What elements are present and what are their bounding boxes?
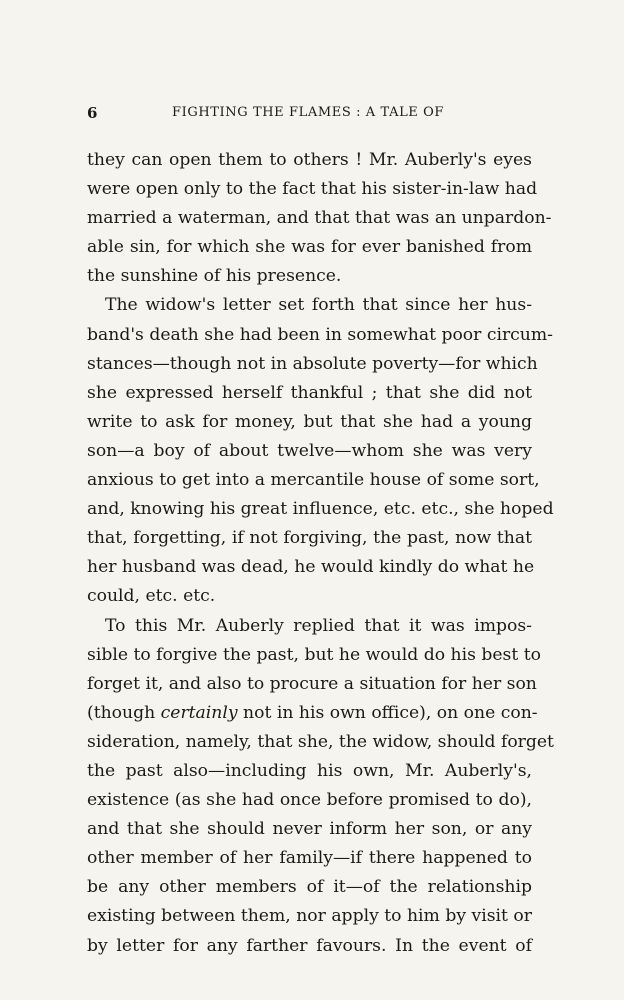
text-line: the past also—including his own, Mr. Auberly's, [87, 760, 532, 781]
text-line: and that she should never inform her son, or any [87, 819, 532, 840]
text-line: that, forgetting, if not forgiving, the past, now that [87, 528, 532, 549]
italic-word: certainly [160, 702, 238, 723]
running-head [87, 104, 527, 124]
text-line: anxious to get into a mercantile house of some sort, [87, 470, 540, 491]
text-line: were open only to the fact that his sister-in-law had [87, 179, 538, 200]
paragraph-first-line: To this Mr. Auberly replied that it was impos- [105, 615, 532, 636]
text-line: existence (as she had once before promised to do), [87, 790, 532, 811]
text-line [87, 699, 538, 728]
running-title: FIGHTING THE FLAMES : A TALE OF [172, 105, 444, 120]
text-line: could, etc. etc. [87, 586, 216, 607]
text-line: write to ask for money, but that she had a young [87, 411, 532, 432]
text-line: they can open them to others ! Mr. Auberly's eyes [87, 150, 532, 170]
text-line: son—a boy of about twelve—whom she was very [87, 440, 532, 461]
text-line: existing between them, nor apply to him by visit or [87, 906, 532, 927]
text-line: sideration, namely, that she, the widow, should forget [87, 731, 554, 752]
text-line: band's death she had been in somewhat poor circum- [87, 324, 553, 345]
text-line: she expressed herself thankful ; that she did not [87, 382, 532, 403]
text-line: by letter for any farther favours. In the event of [87, 935, 532, 956]
text-line: and, knowing his great influence, etc. etc., she hoped [87, 499, 554, 520]
page-number: 6 [87, 104, 99, 122]
text-line: sible to forgive the past, but he would do his best to [87, 644, 541, 665]
text-line: other member of her family—if there happened to [87, 848, 532, 869]
text-line: married a waterman, and that that was an unpardon- [87, 208, 552, 229]
text-segment: (though [87, 702, 161, 723]
paragraph-first-line: The widow's letter set forth that since her hus- [105, 295, 532, 316]
text-line: stances—though not in absolute poverty—for which [87, 353, 538, 374]
text-line: be any other members of it—of the relationship [87, 877, 532, 898]
text-line: the sunshine of his presence. [87, 266, 342, 287]
body-text [87, 146, 554, 961]
text-line: able sin, for which she was for ever banished from [87, 237, 532, 258]
text-line: her husband was dead, he would kindly do what he [87, 557, 535, 578]
text-line: forget it, and also to procure a situation for her son [87, 673, 537, 694]
text-segment: not in his own office), on one con- [237, 702, 538, 723]
